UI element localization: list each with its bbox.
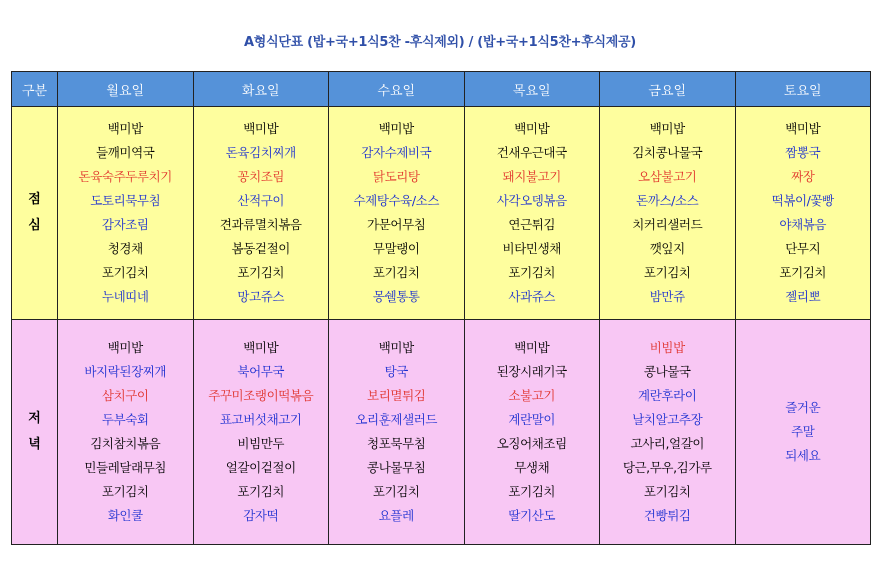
menu-item: 백미밥: [378, 121, 414, 136]
menu-item: 가문어무침: [367, 217, 426, 232]
menu-item: 오리훈제샐러드: [355, 412, 438, 427]
menu-item: 포기김치: [101, 484, 149, 499]
menu-item: 누네띠네: [101, 289, 149, 304]
dinner-menu-list: [600, 336, 735, 528]
menu-item: 사과쥬스: [508, 289, 556, 304]
menu-item: 청경채: [107, 241, 143, 256]
menu-item: 감자수제비국: [361, 145, 432, 160]
dinner-label-char: 저: [28, 411, 41, 426]
menu-item: 연근튀김: [508, 217, 556, 232]
menu-item: 밤만쥬: [649, 289, 685, 304]
menu-item: 날치알고추장: [632, 412, 703, 427]
header-row: [12, 72, 871, 107]
dinner-wednesday: [329, 320, 465, 545]
menu-item: 백미밥: [649, 121, 685, 136]
menu-item: 화인쿨: [107, 508, 143, 523]
dinner-friday: [600, 320, 736, 545]
lunch-thursday: [464, 107, 600, 320]
menu-item: 깻잎지: [649, 241, 685, 256]
dinner-menu-list: [58, 336, 193, 528]
dinner-thursday: [464, 320, 600, 545]
menu-item: 청포묵무침: [367, 436, 426, 451]
menu-item: 견과류멸치볶음: [219, 217, 302, 232]
menu-item: 계란후라이: [638, 388, 697, 403]
menu-item: 된장시래기국: [496, 364, 567, 379]
menu-item: 삼치구이: [101, 388, 149, 403]
menu-item: 몽쉘통통: [372, 289, 420, 304]
header-friday: 금요일: [600, 72, 736, 107]
menu-item: 소불고기: [508, 388, 556, 403]
menu-item: 백미밥: [514, 121, 550, 136]
menu-item: 백미밥: [243, 340, 279, 355]
menu-item: 당근,무우,김가루: [622, 460, 712, 475]
menu-item: 두부숙회: [101, 412, 149, 427]
menu-item: 오징어채조림: [496, 436, 567, 451]
menu-item: 콩나물무침: [367, 460, 426, 475]
menu-title: A형식단표 (밥+국+1식5찬 -후식제외) / (밥+국+1식5찬+후식제공): [244, 35, 636, 50]
lunch-label: [12, 107, 58, 320]
weekend-message-line: 즐거운: [785, 400, 821, 415]
menu-item: 짜장: [791, 169, 815, 184]
lunch-menu-list: [465, 117, 600, 309]
dinner-label-char: 녁: [28, 437, 41, 452]
menu-item: 포기김치: [372, 265, 420, 280]
menu-item: 돈육숙주두루치기: [78, 169, 172, 184]
menu-item: 돼지불고기: [502, 169, 561, 184]
menu-item: 돈육김치찌개: [225, 145, 296, 160]
menu-item: 들깨미역국: [96, 145, 155, 160]
dinner-label: [12, 320, 58, 545]
menu-item: 표고버섯채고기: [219, 412, 302, 427]
menu-item: 봄동겉절이: [231, 241, 290, 256]
dinner-saturday: [735, 320, 871, 545]
menu-item: 닭도리탕: [372, 169, 420, 184]
menu-item: 포기김치: [237, 265, 285, 280]
menu-item: 짬뽕국: [785, 145, 821, 160]
menu-item: 딸기산도: [508, 508, 556, 523]
menu-item: 북어무국: [237, 364, 285, 379]
menu-item: 탕국: [384, 364, 408, 379]
header-thursday: 목요일: [464, 72, 600, 107]
dinner-menu-list: [329, 336, 464, 528]
dinner-menu-list: [465, 336, 600, 528]
menu-item: 수제탕수육/소스: [353, 193, 440, 208]
menu-item: 포기김치: [237, 484, 285, 499]
menu-item: 콩나물국: [643, 364, 691, 379]
header-category: 구분: [12, 72, 58, 107]
lunch-menu-list: [58, 117, 193, 309]
menu-item: 백미밥: [785, 121, 821, 136]
dinner-tuesday: [193, 320, 329, 545]
weekly-menu-table: [11, 71, 871, 545]
menu-item: 포기김치: [508, 265, 556, 280]
menu-item: 포기김치: [508, 484, 556, 499]
lunch-saturday: [735, 107, 871, 320]
menu-item: 백미밥: [514, 340, 550, 355]
weekend-message-line: 주말: [791, 424, 815, 439]
menu-item: 포기김치: [643, 265, 691, 280]
menu-item: 비빔밥: [649, 340, 685, 355]
menu-item: 김치콩나물국: [632, 145, 703, 160]
lunch-tuesday: [193, 107, 329, 320]
menu-item: 건새우근대국: [496, 145, 567, 160]
header-saturday: 토요일: [735, 72, 871, 107]
menu-item: 비빔만두: [237, 436, 285, 451]
menu-item: 산적구이: [237, 193, 285, 208]
lunch-menu-list: [600, 117, 735, 309]
header-monday: 월요일: [58, 72, 194, 107]
menu-item: 사각오뎅볶음: [496, 193, 567, 208]
menu-item: 고사리,얼갈이: [630, 436, 705, 451]
menu-item: 백미밥: [107, 340, 143, 355]
menu-item: 포기김치: [372, 484, 420, 499]
menu-item: 치커리샐러드: [632, 217, 703, 232]
lunch-menu-list: [194, 117, 329, 309]
menu-item: 바지락된장찌개: [84, 364, 167, 379]
dinner-monday: [58, 320, 194, 545]
dinner-row: [12, 320, 871, 545]
menu-item: 야채볶음: [779, 217, 827, 232]
menu-item: 포기김치: [643, 484, 691, 499]
menu-item: 감자떡: [243, 508, 279, 523]
header-tuesday: 화요일: [193, 72, 329, 107]
menu-item: 떡볶이/꽃빵: [771, 193, 834, 208]
lunch-row: [12, 107, 871, 320]
menu-item: 감자조림: [101, 217, 149, 232]
dinner-menu-list: [194, 336, 329, 528]
menu-item: 돈까스/소스: [636, 193, 699, 208]
menu-item: 얼갈이겉절이: [225, 460, 296, 475]
lunch-monday: [58, 107, 194, 320]
lunch-friday: [600, 107, 736, 320]
menu-item: 계란말이: [508, 412, 556, 427]
menu-item: 민들레달래무침: [84, 460, 167, 475]
lunch-menu-list: [736, 117, 871, 309]
menu-item: 건빵튀김: [643, 508, 691, 523]
menu-item: 요플레: [378, 508, 414, 523]
menu-item: 망고쥬스: [237, 289, 285, 304]
menu-item: 백미밥: [243, 121, 279, 136]
lunch-wednesday: [329, 107, 465, 320]
header-wednesday: 수요일: [329, 72, 465, 107]
menu-item: 단무지: [785, 241, 821, 256]
menu-item: 오삼불고기: [638, 169, 697, 184]
menu-item: 김치참치볶음: [90, 436, 161, 451]
menu-item: 포기김치: [779, 265, 827, 280]
menu-item: 백미밥: [378, 340, 414, 355]
menu-item: 포기김치: [101, 265, 149, 280]
lunch-menu-list: [329, 117, 464, 309]
weekend-message: [736, 396, 871, 468]
menu-item: 젤리뽀: [785, 289, 821, 304]
menu-item: 무생채: [514, 460, 550, 475]
menu-item: 도토리묵무침: [90, 193, 161, 208]
lunch-label-char: 점: [28, 192, 41, 207]
weekend-message-line: 되세요: [785, 448, 821, 463]
menu-item: 주꾸미조랭이떡볶음: [208, 388, 314, 403]
menu-item: 꽁치조림: [237, 169, 285, 184]
menu-item: 무말랭이: [372, 241, 420, 256]
menu-item: 비타민생채: [502, 241, 561, 256]
menu-item: 백미밥: [107, 121, 143, 136]
menu-item: 보리멸튀김: [367, 388, 426, 403]
lunch-label-char: 심: [28, 218, 41, 233]
